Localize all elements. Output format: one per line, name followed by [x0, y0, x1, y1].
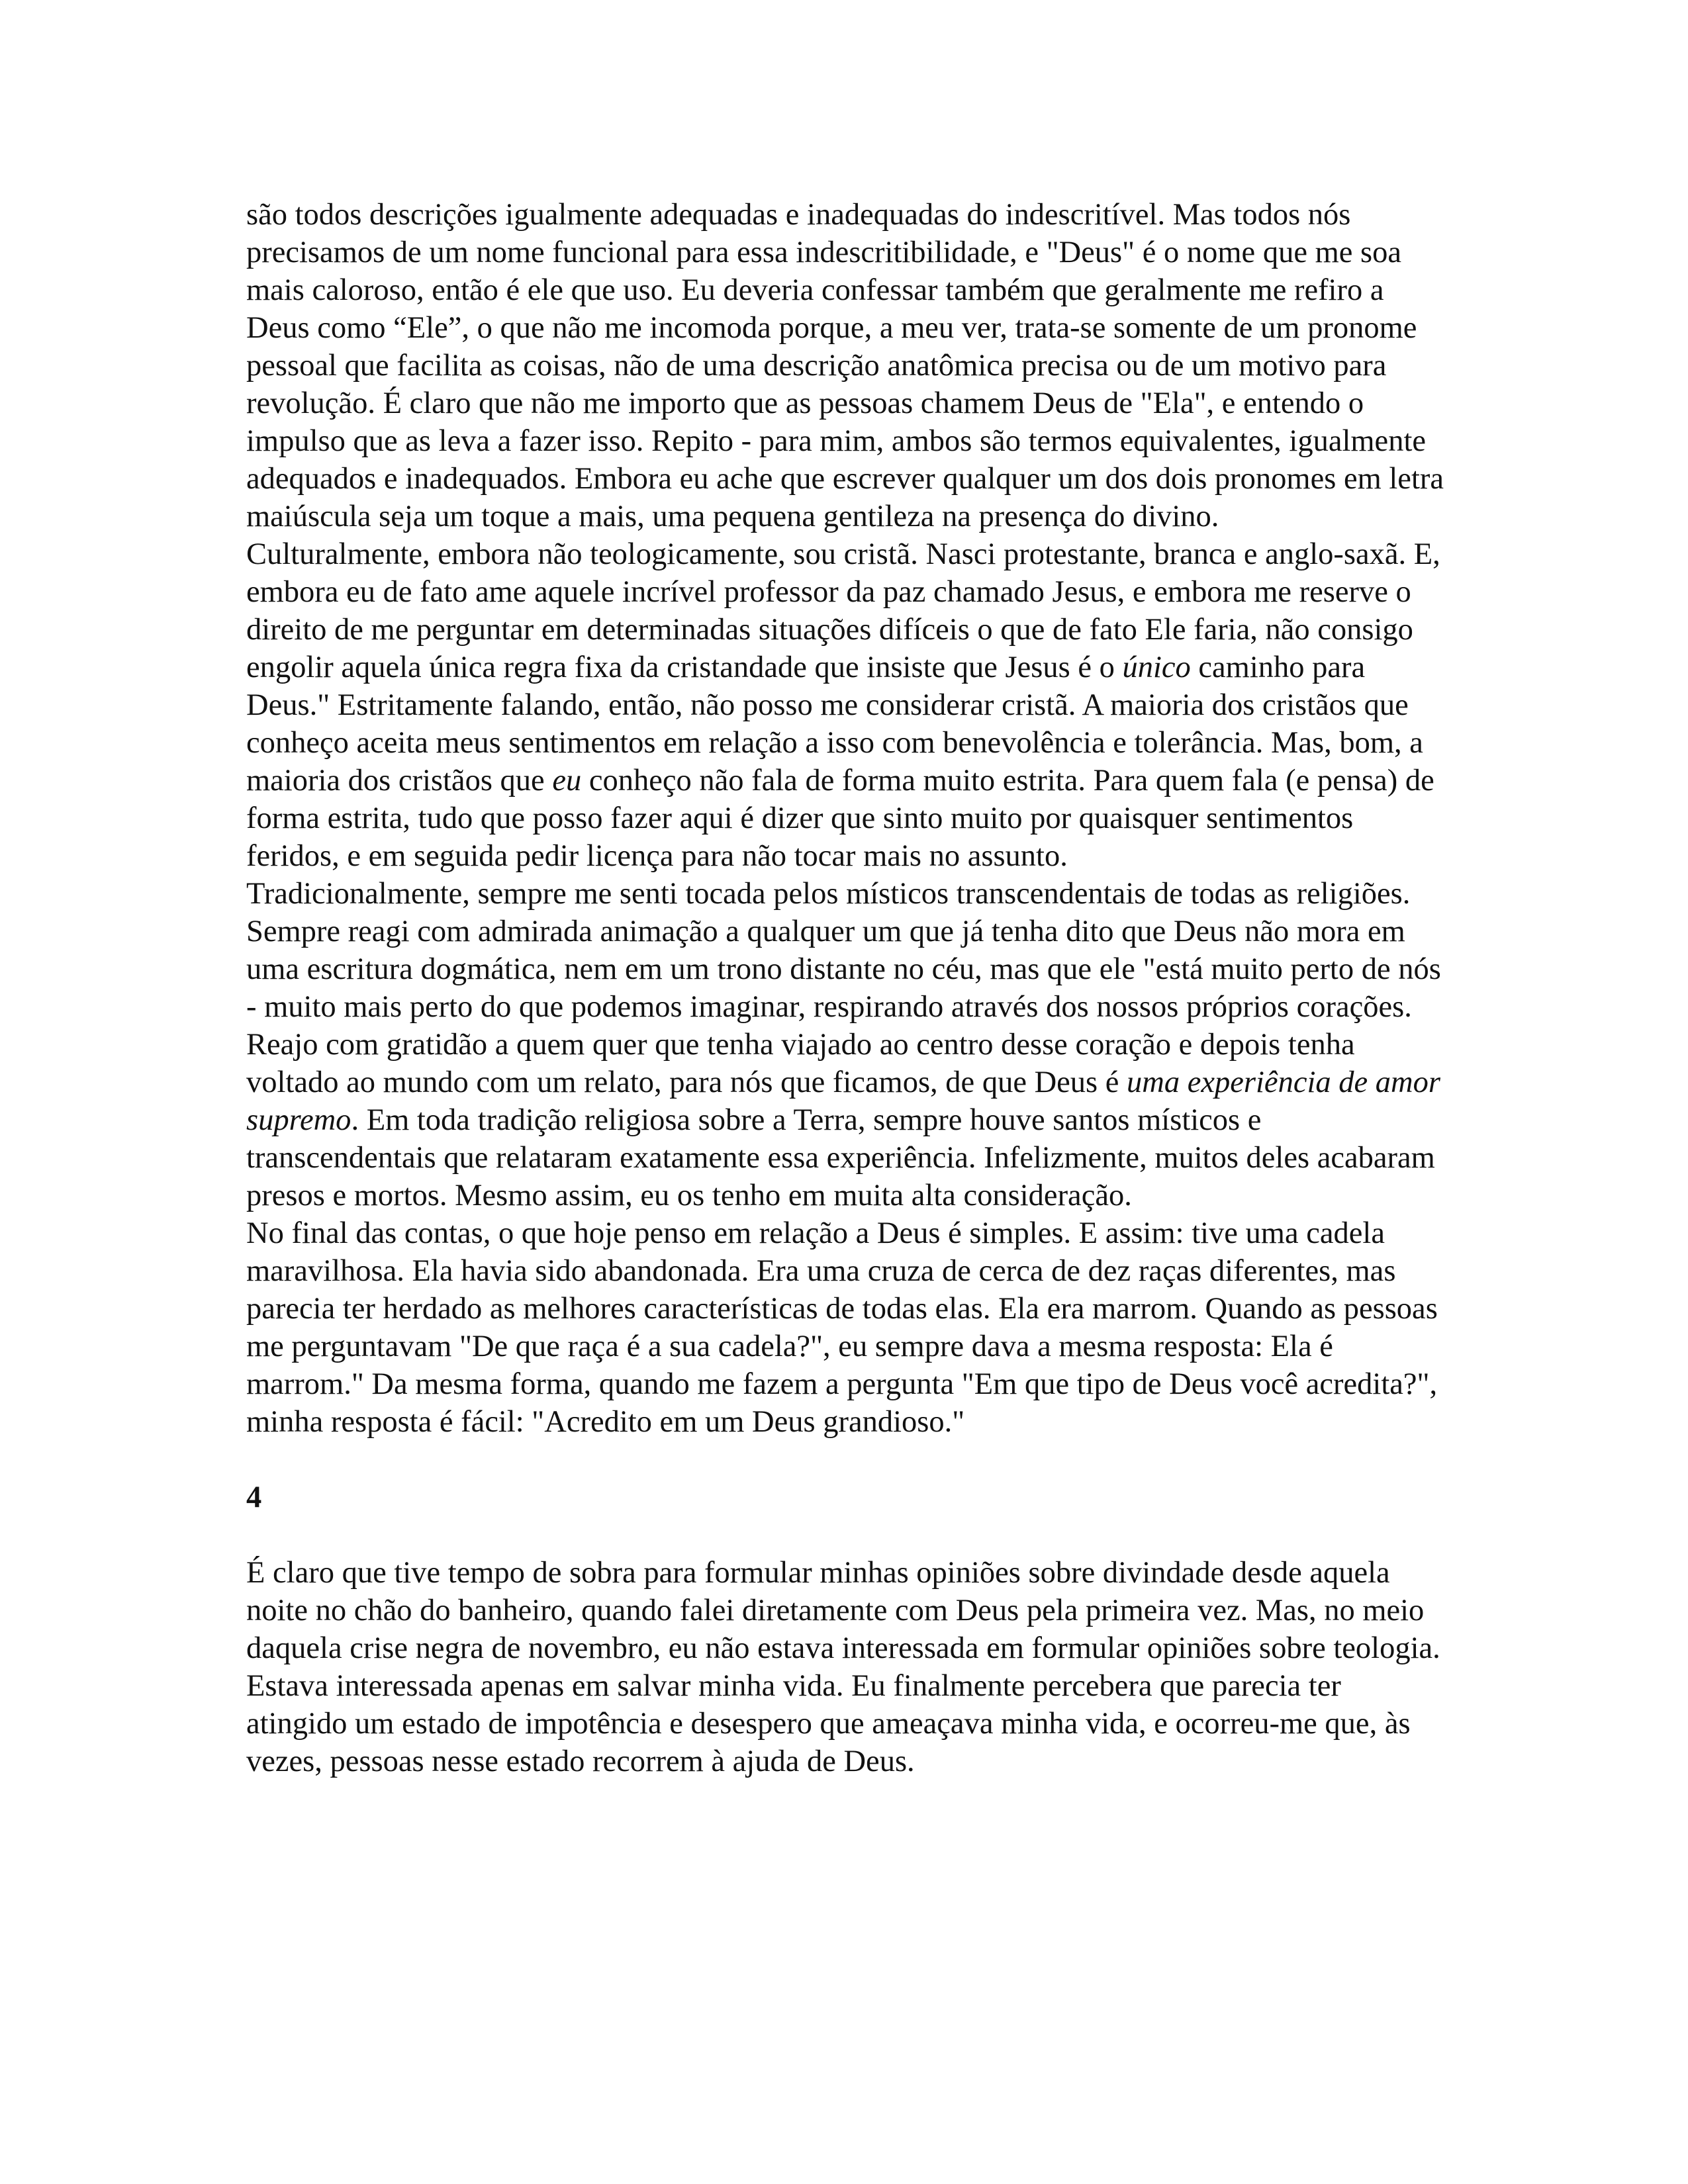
emphasis-text: único: [1122, 651, 1191, 684]
paragraph-christianity: [246, 535, 1444, 875]
paragraph-text: Tradicionalmente, sempre me senti tocada pelos místicos transcendentais de todas as religiões. Sempre reagi com admirada animação a qualquer um que já tenha dito que Deus não mora em uma escritura dogmática, nem em um trono distante no céu, mas que ele "está muito perto de nós - muito mais perto do que podemos imaginar, respirando através dos nossos próprios corações. Reajo com gratidão a quem quer que tenha viajado ao centro desse coração e depois tenha voltado ao mundo com um relato, para nós que ficamos, de que Deus é: [246, 877, 1441, 1099]
paragraph-text: Culturalmente, embora não teologicamente, sou cristã. Nasci protestante, branca e anglo-saxã. E, embora eu de fato ame aquele incrível professor da paz chamado Jesus, e embora me reserve o direito de me perguntar em determinadas situações difíceis o que de fato Ele faria, não consigo engolir aquela única regra fixa da cristandade que insiste que Jesus é o: [246, 537, 1440, 684]
section-number: 4: [246, 1480, 262, 1514]
paragraph-text: são todos descrições igualmente adequadas e inadequadas do indescritível. Mas todos nós precisamos de um nome funcional para essa indescritibilidade, e "Deus" é o nome que me soa mais caloroso, então é ele que uso. Eu deveria confessar também que geralmente me refiro a Deus como “Ele”, o que não me incomoda porque, a meu ver, trata-se somente de um pronome pessoal que facilita as coisas, não de uma descrição anatômica precisa ou de um motivo para revolução. É claro que não me importo que as pessoas chamem Deus de "Ela", e entendo o impulso que as leva a fazer isso. Repito - para mim, ambos são termos equivalentes, igualmente adequados e inadequados. Embora eu ache que escrever qualquer um dos dois pronomes em letra maiúscula seja um toque a mais, uma pequena gentileza na presença do divino.: [246, 198, 1444, 533]
paragraph-mystics: [246, 875, 1444, 1214]
paragraph-text: No final das contas, o que hoje penso em relação a Deus é simples. E assim: tive uma cadela maravilhosa. Ela havia sido abandonada. Era uma cruza de cerca de dez raças diferentes, mas parecia ter herdado as melhores características de todas elas. Ela era marrom. Quando as pessoas me perguntavam "De que raça é a sua cadela?", eu sempre dava a mesma resposta: Ela é marrom." Da mesma forma, quando me fazem a pergunta "Em que tipo de Deus você acredita?", minha resposta é fácil: "Acredito em um Deus grandioso.": [246, 1216, 1438, 1439]
paragraph-closing: É claro que tive tempo de sobra para formular minhas opiniões sobre divindade desde aquela noite no chão do banheiro, quando falei diretamente com Deus pela primeira vez. Mas, no meio daquela crise negra de novembro, eu não estava interessada em formular opiniões sobre teologia. Estava interessada apenas em salvar minha vida. Eu finalmente percebera que parecia ter atingido um estado de impotência e desespero que ameaçava minha vida, e ocorreu-me que, às vezes, pessoas nesse estado recorrem à ajuda de Deus.: [246, 1556, 1440, 1778]
paragraph-text: . Em toda tradição religiosa sobre a Terra, sempre houve santos místicos e transcendentais que relataram exatamente essa experiência. Infelizmente, muitos deles acabaram presos e mortos. Mesmo assim, eu os tenho em muita alta consideração.: [246, 1103, 1435, 1212]
paragraph-text: conheço não fala de forma muito estrita. Para quem fala (e pensa) de forma estrita, tudo que posso fazer aqui é dizer que sinto muito por quaisquer sentimentos feridos, e em seguida pedir licença para não tocar mais no assunto.: [246, 764, 1434, 873]
paragraph-divine-names: [246, 196, 1444, 535]
paragraph-text: caminho para Deus." Estritamente falando, então, não posso me considerar cristã. A maioria dos cristãos que conheço aceita meus sentimentos em relação a isso com benevolência e tolerância. Mas, bom, a maioria dos cristãos que: [246, 651, 1423, 797]
emphasis-text: eu: [552, 764, 582, 797]
emphasis-text: uma experiência de amor supremo: [246, 1066, 1440, 1137]
paragraph-dog-analogy: [246, 1214, 1444, 1441]
document-page: [246, 196, 1444, 1780]
